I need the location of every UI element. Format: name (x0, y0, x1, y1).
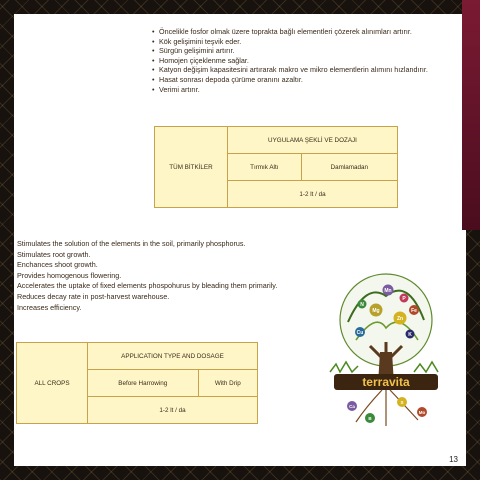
list-item: • Enchances shoot growth. (10, 260, 330, 271)
element-label: B (368, 416, 372, 421)
table-cell: With Drip (198, 370, 257, 397)
table-cell: Tırmık Altı (228, 154, 302, 181)
element-label: S (400, 400, 404, 405)
element-label: Mo (418, 410, 426, 415)
list-item: • Reduces decay rate in post-harvest warehouse. (10, 292, 330, 303)
list-item: • Stimulates the solution of the elements in the soil, primarily phosphorus. (10, 239, 330, 250)
element-label: N (360, 302, 364, 308)
table-cell: Damlamadan (301, 154, 397, 181)
list-item: • Accelerates the uptake of fixed elements phospohurus by bleading them primarily. (10, 281, 330, 292)
turkish-benefits-list (152, 27, 462, 94)
table-cell: Before Harrowing (88, 370, 199, 397)
turkish-dosage-table (154, 126, 398, 208)
element-label: Fe (411, 308, 417, 314)
element-label: Zn (396, 316, 404, 322)
english-dosage-table (16, 342, 258, 424)
list-item: • Stimulates root growth. (10, 250, 330, 261)
list-item: • Katyon değişim kapasitesini artırarak makro ve mikro elementlerin alımını hızlandırır. (152, 65, 462, 75)
list-item: • Verimi artırır. (152, 85, 462, 95)
list-item: • Kök gelişimini teşvik eder. (152, 37, 462, 47)
element-label: Mn (384, 288, 392, 294)
grass (330, 362, 358, 372)
table-cell: 1-2 lt / da (228, 181, 398, 208)
element-label: P (402, 296, 406, 302)
table-row-label: ALL CROPS (17, 343, 88, 424)
list-item: • Provides homogenous flowering. (10, 271, 330, 282)
list-item: • Öncelikle fosfor olmak üzere toprakta bağlı elementleri çözerek alınımları artırır. (152, 27, 462, 37)
table-cell: 1-2 lt / da (88, 397, 258, 424)
table-header: APPLICATION TYPE AND DOSAGE (88, 343, 258, 370)
page-number: 13 (449, 455, 458, 464)
element-label: Cu (356, 330, 364, 336)
terravita-logo (326, 262, 446, 438)
element-label: K (408, 332, 412, 338)
list-item: • Increases efficiency. (10, 303, 330, 314)
list-item: • Homojen çiçeklenme sağlar. (152, 56, 462, 66)
tree-roots (356, 390, 418, 426)
english-benefits-list (10, 239, 330, 313)
element-label: Ca (349, 404, 355, 409)
grass (414, 362, 438, 372)
list-item: • Hasat sonrası depoda çürüme oranını azaltır. (152, 75, 462, 85)
table-header: UYGULAMA ŞEKLİ VE DOZAJI (228, 127, 398, 154)
brand-name: terravita (362, 375, 410, 389)
corner-accent (462, 0, 480, 230)
element-label: Mg (372, 308, 380, 314)
list-item: • Sürgün gelişimini artırır. (152, 46, 462, 56)
table-row-label: TÜM BİTKİLER (155, 127, 228, 208)
